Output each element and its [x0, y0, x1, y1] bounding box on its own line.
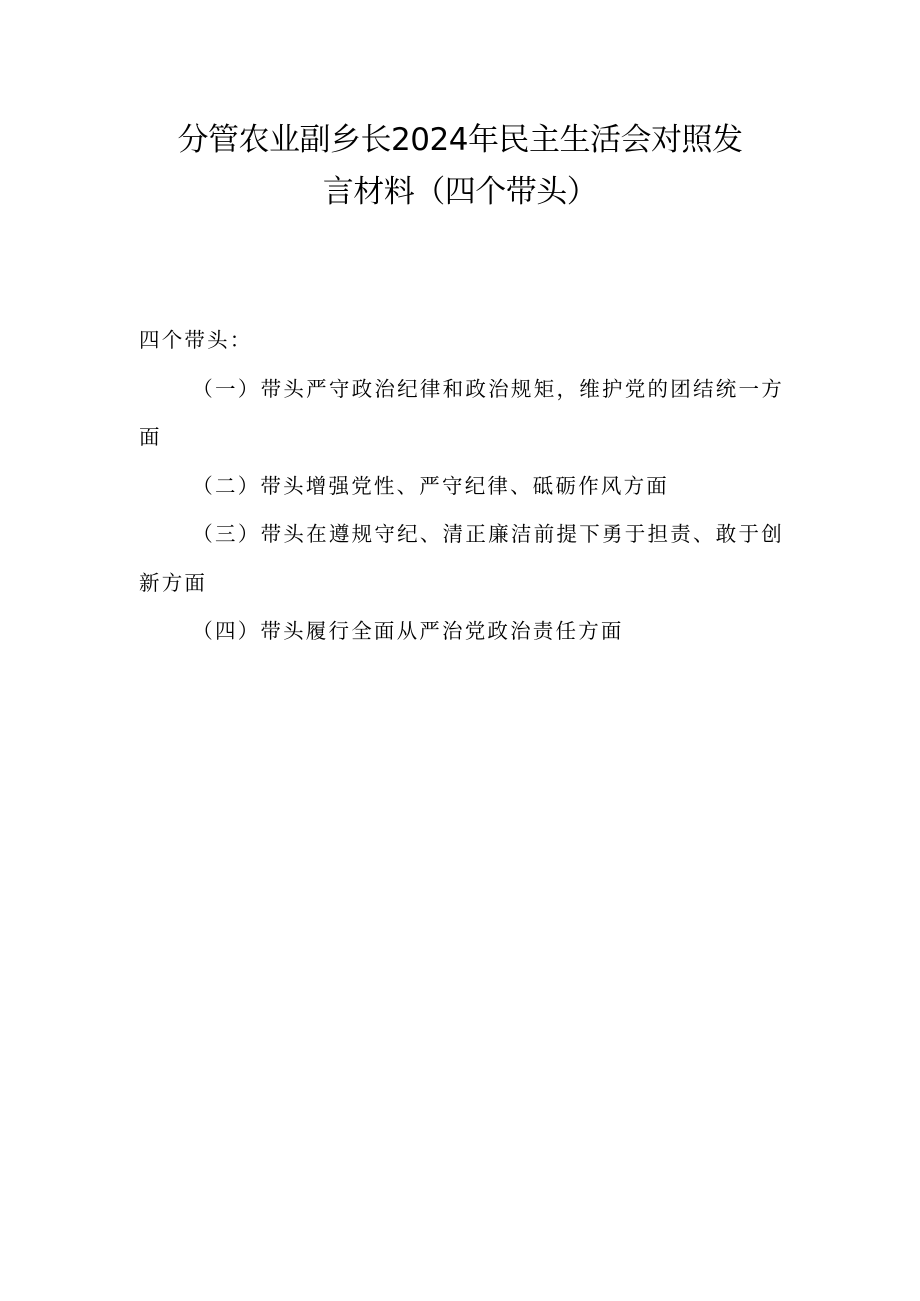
- title-line-2: 言材料（四个带头）: [322, 174, 598, 210]
- item-1: （一）带头严守政治纪律和政治规矩，维护党的团结统一方面: [139, 376, 784, 449]
- intro-heading: 四个带头：: [139, 328, 253, 352]
- item-2: （二）带头增强党性、严守纪律、砥砺作风方面: [192, 473, 669, 498]
- document-title: [140, 114, 780, 218]
- item-4: （四）带头履行全面从严治党政治责任方面: [192, 619, 624, 643]
- item-3: （三）带头在遵规守纪、清正廉洁前提下勇于担责、敢于创新方面: [139, 522, 784, 595]
- title-line-1: 分管农业副乡长2024年民主生活会对照发: [177, 122, 743, 158]
- document-body: [139, 316, 784, 656]
